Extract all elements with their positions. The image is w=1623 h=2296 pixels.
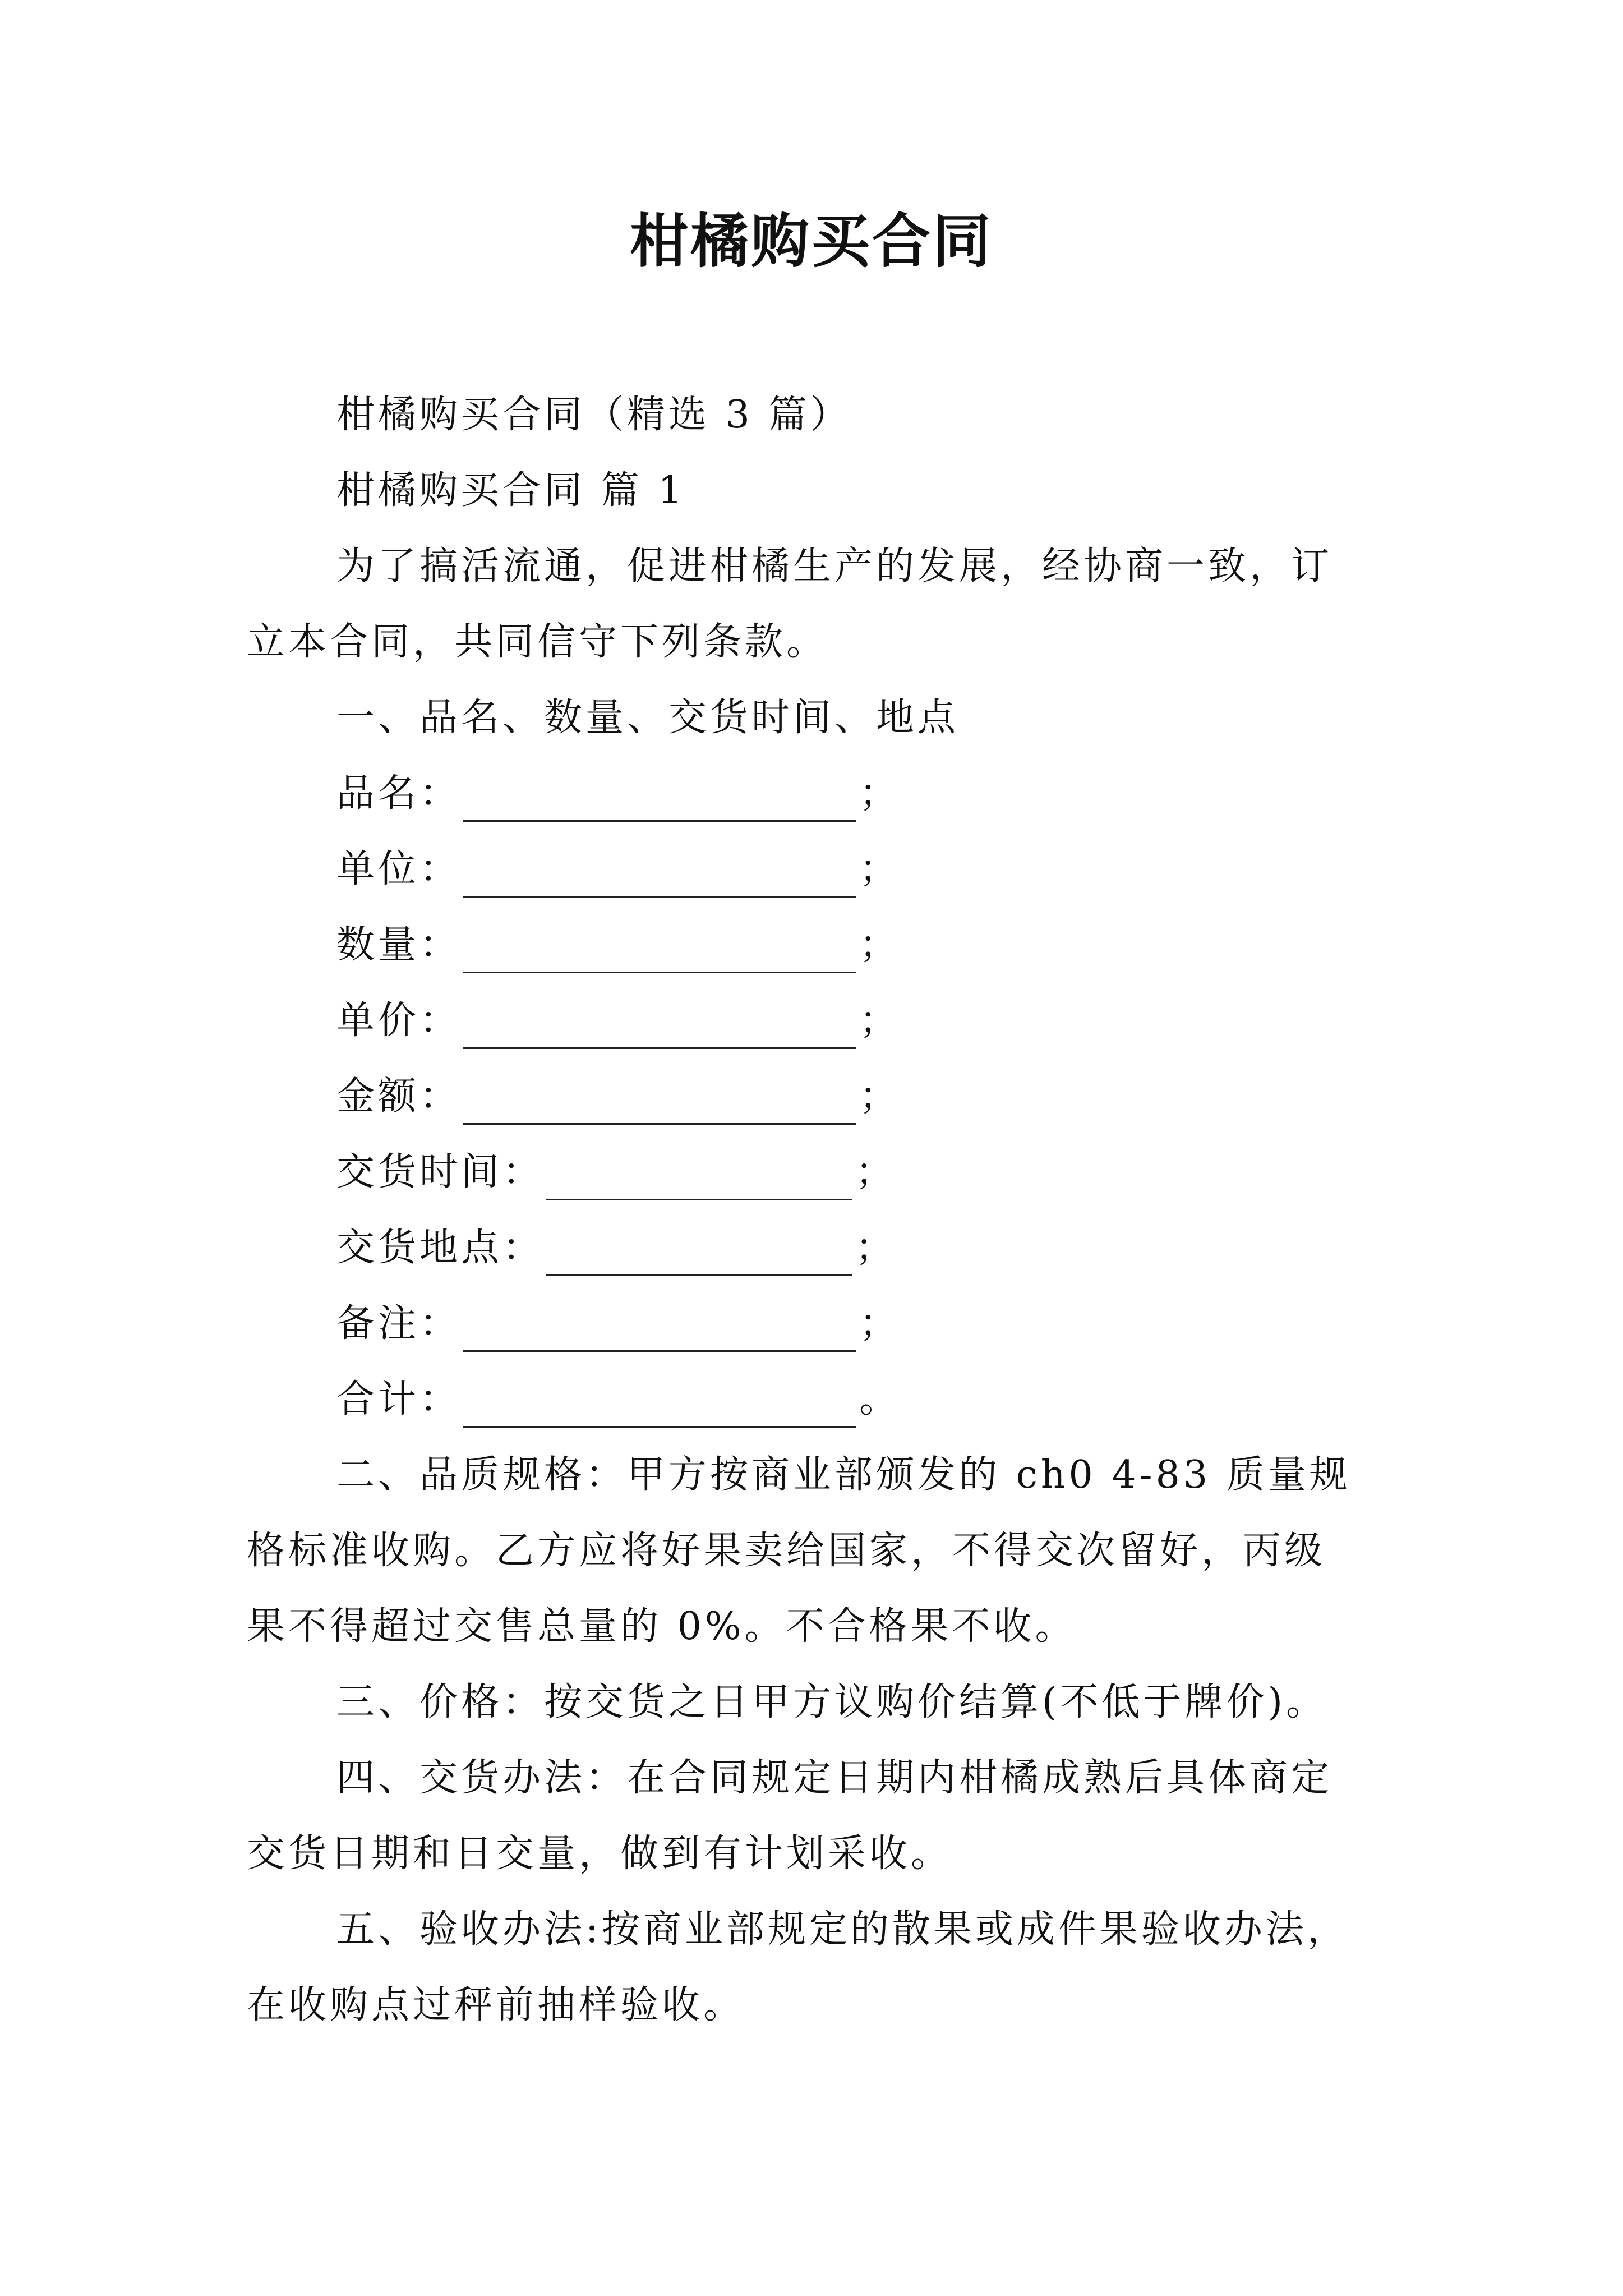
field-blank[interactable] <box>463 1006 856 1049</box>
clause-2-line-3: 果不得超过交售总量的 0%。不合格果不收。 <box>247 1604 1077 1649</box>
field-quantity <box>336 917 901 973</box>
clause-1-heading: 一、品名、数量、交货时间、地点 <box>336 696 960 740</box>
field-blank[interactable] <box>546 1233 852 1276</box>
field-label: 备注： <box>336 1301 462 1346</box>
clause-5-line-1: 五、验收办法:按商业部规定的散果或成件果验收办法， <box>336 1907 1349 1952</box>
field-blank[interactable] <box>463 779 856 822</box>
field-end: ； <box>859 999 901 1043</box>
field-blank[interactable] <box>546 1157 852 1200</box>
clause-2-line-1: 二、品质规格：甲方按商业部颁发的 ch0 4-83 质量规 <box>336 1453 1351 1497</box>
clause-5-line-2: 在收购点过秤前抽样验收。 <box>247 1983 745 2027</box>
field-end: ； <box>859 1301 901 1346</box>
clause-4-line-1: 四、交货办法：在合同规定日期内柑橘成熟后具体商定 <box>336 1756 1333 1800</box>
field-blank[interactable] <box>463 1082 856 1125</box>
field-unit-price <box>336 993 901 1049</box>
field-label: 合计： <box>336 1377 462 1421</box>
field-delivery-place <box>336 1220 897 1276</box>
clause-3-line-1: 三、价格：按交货之日甲方议购价结算(不低于牌价)。 <box>336 1680 1328 1724</box>
field-label: 数量： <box>336 923 462 967</box>
field-label: 单价： <box>336 999 462 1043</box>
field-product-name <box>336 766 901 822</box>
field-total <box>336 1372 901 1428</box>
field-end: ； <box>859 1074 901 1119</box>
intro-line-2: 立本合同，共同信守下列条款。 <box>247 620 828 664</box>
field-label: 品名： <box>336 771 462 816</box>
field-unit <box>336 841 901 898</box>
field-blank[interactable] <box>463 1309 856 1352</box>
field-end: 。 <box>859 1377 901 1421</box>
field-amount <box>336 1069 901 1125</box>
field-delivery-time <box>336 1144 897 1200</box>
field-label: 交货地点： <box>336 1226 545 1270</box>
field-blank[interactable] <box>463 1384 856 1428</box>
field-end: ； <box>855 1150 897 1194</box>
document-title: 柑橘购买合同 <box>629 206 993 275</box>
clause-4-line-2: 交货日期和日交量，做到有计划采收。 <box>247 1832 953 1876</box>
field-blank[interactable] <box>463 930 856 973</box>
field-blank[interactable] <box>463 854 856 898</box>
document-subtitle: 柑橘购买合同（精选 3 篇） <box>336 393 852 437</box>
clause-2-line-2: 格标准收购。乙方应将好果卖给国家，不得交次留好，丙级 <box>247 1529 1326 1573</box>
intro-line-1: 为了搞活流通，促进柑橘生产的发展，经协商一致，订 <box>336 544 1333 588</box>
field-label: 单位： <box>336 847 462 891</box>
field-end: ； <box>855 1226 897 1270</box>
section-heading: 柑橘购买合同 篇 1 <box>336 468 686 513</box>
field-label: 交货时间： <box>336 1150 545 1194</box>
field-end: ； <box>859 847 901 891</box>
field-remarks <box>336 1296 901 1352</box>
field-label: 金额： <box>336 1074 462 1119</box>
field-end: ； <box>859 923 901 967</box>
field-end: ； <box>859 771 901 816</box>
